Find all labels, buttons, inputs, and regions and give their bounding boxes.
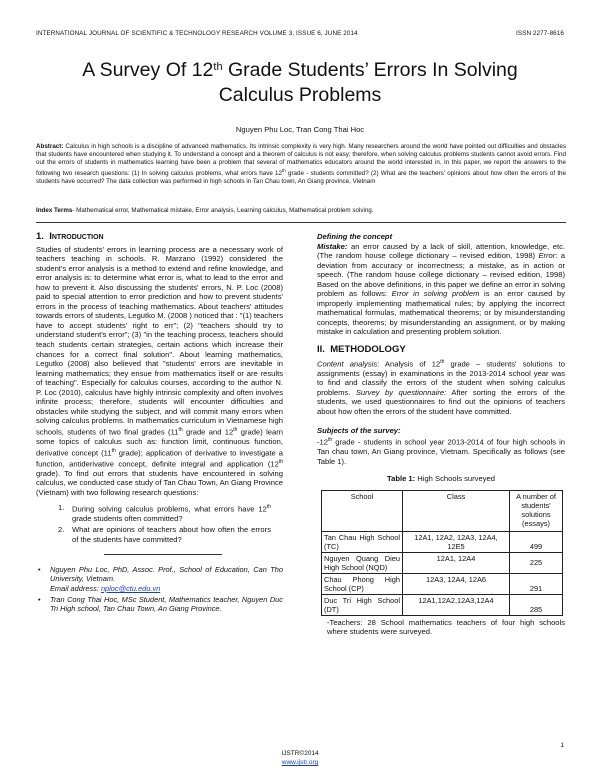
methodology-paragraph [317, 358, 565, 417]
question-text: What are opinions of teachers about how often the errors of the students have committed? [72, 524, 271, 544]
intro-text-a: Studies of students' errors in learning process are a necessary work of teachers teaching in schools. R. Marzano (1992) considered the student's error analysis is a method to extend and refine knowledge, and error analysis is: to determine what error is, what to lead to the error and how to prevent it. Also discussing the students' errors, N. P. Loc (2008) paid to special attention to error prediction and how to prevent students' errors in the process of teaching mathematics. About teachers' attitudes towards errors of students, Legutko M. (2008 ) noticed that : "(1) teachers have to accept students' right to err"; (2) "teachers should try to understand student's error"; (3) "in the teaching process, teachers should teach students certain strategies, certain actions which increase their chances for a correct final solution". About learning mathematics, Legutko (2008) also believed that "students' errors are inevitable in learning mathematics; they ensue from mathematics itself or are results of teaching". Especially for calculus courses, according to the author N. P. Loc (2010), calculus have highly intrinsic complexity and often involves infinite process; therefore, students will encounter difficulties and obstacles while studying the subject, and will commit many errors when solving calculus problems. In mathematics curriculum in Vietnamese high schools, students of two final grades (11 [36, 244, 283, 437]
page-number: 1 [560, 742, 564, 749]
intro-text-d: grade); application of derivative to investigate a function, antiderivative concept, definite integral and application (12 [36, 448, 283, 469]
question-text: During solving calculus problems, what errors have 12 [72, 504, 267, 514]
authors: Nguyen Phu Loc, Tran Cong Thai Hoc [235, 125, 365, 134]
table-row [322, 573, 563, 594]
content-text-a: : Analysis of 12 [377, 359, 441, 369]
count-cell: 291 [510, 573, 563, 594]
defining-concept-heading: Defining the concept [317, 232, 393, 241]
school-cell: Tan Chau High School (TC) [322, 531, 403, 552]
index-terms [36, 207, 566, 214]
footer-url [0, 759, 600, 766]
research-questions [58, 503, 271, 544]
index-terms-label: Index Terms [36, 207, 73, 214]
subjects-text-a: -12 [317, 437, 328, 447]
mistake-label: Mistake: [317, 241, 348, 251]
sup-th-1: th [178, 426, 183, 433]
title-part2: Grade Students’ Errors In Solving [222, 59, 518, 81]
issn: ISSN 2277-8616 [516, 30, 564, 37]
content-text-b: grade – students' solutions to assignments (essay) in examinations in the 2013-2014 school year was to find and classify the errors of the student when solving calculus problems. [317, 359, 565, 397]
school-cell: Duc Tri High School (DT) [322, 594, 403, 615]
mistake-text: an error caused by a lack of skill, attention, knowledge, etc. (The random house college dictionary – revised edition, 1998) [317, 241, 565, 261]
column-header-count: A number of students' solutions (essays) [510, 490, 563, 531]
table-row [322, 552, 563, 573]
footnote-item [36, 565, 283, 593]
sup-th-4: th [278, 458, 283, 465]
school-cell: Nguyen Quang Dieu High School (NQD) [322, 552, 403, 573]
footnote-text: Nguyen Phu Loc, PhD, Assoc. Prof., School of Education, Can Tho University, Vietnam. [50, 565, 283, 584]
survey-text: After sorting the errors of the students, we used questionnaires to find out the opinions of teachers about how often the errors of the student have committed. [317, 387, 565, 416]
question-number: 1. [58, 503, 65, 513]
count-cell: 225 [510, 552, 563, 573]
class-cell: 12A1, 12A2, 12A3, 12A4, 12E5 [403, 531, 510, 552]
table-header-row [322, 490, 563, 531]
abstract-text1: Calculus in high schools is a discipline of advanced mathematics. Its intrinsic complexity is very high. Many researchers around the world have pointed out difficulties and obstacles that students have encountered when studying it. To understand a concept and a theorem of calculus is not easy; therefore, when solving calculus problems students cannot avoid errors. Find out the errors of students in mathematics learning have been a problem that several of mathematics educators around the world interested in. In this paper, we report the answers to the following two research questions: (1) In solving calculus problems, what errors have 12 [36, 143, 566, 178]
survey-label: Survey by questionnaire: [355, 387, 447, 397]
journal-url-link[interactable]: www.ijstr.org [281, 759, 319, 766]
email-label: Email address: [50, 583, 101, 593]
subjects-heading: Subjects of the survey: [317, 426, 401, 436]
column-header-class: Class [403, 490, 510, 531]
footnote-divider [104, 554, 222, 555]
class-cell: 12A1,12A2,12A3,12A4 [403, 594, 510, 615]
content-analysis-label: Content analysis [317, 359, 378, 369]
title-sup: th [213, 61, 223, 73]
count-cell: 285 [510, 594, 563, 615]
question-sup: th [266, 504, 271, 511]
footer-code: IJSTR©2014 [281, 750, 319, 757]
abstract-sup: th [282, 168, 286, 174]
abstract [36, 143, 566, 187]
subjects-sup: th [327, 436, 333, 443]
subjects-text-b: grade - students in school year 2013-2014 of four high schools in Tan chau town, An Giang province, Vietnam. Specifically as follows (see Table 1). [317, 437, 565, 466]
footnotes [36, 565, 283, 613]
methodology-heading-num: II. [317, 344, 325, 356]
methodology-heading [317, 345, 565, 355]
error-def-text: is an error caused by improperly implementing mathematical rules; by applying the incorrect mathematical formulas, mathematical theorems; or by misunderstanding concepts, theorems; by misunderstanding an assignment, or by making mistake in calculation and presenting problem solution. [317, 289, 565, 337]
subjects-paragraph [317, 436, 565, 466]
footnote-item [36, 595, 283, 614]
table-caption-text: High Schools surveyed [415, 474, 495, 484]
table-caption-label: Table 1: [387, 474, 416, 484]
school-cell: Chau Phong High School (CP) [322, 573, 403, 594]
research-question [58, 503, 271, 524]
intro-heading-num: 1. [36, 231, 44, 242]
table-row [322, 531, 563, 552]
paper-title [0, 58, 600, 108]
abstract-label: Abstract: [36, 143, 64, 150]
question-number: 2. [58, 524, 65, 534]
error-def-label: Error in solving problem [391, 289, 480, 299]
journal-header: INTERNATIONAL JOURNAL OF SCIENTIFIC & TECHNOLOGY RESEARCH VOLUME 3, ISSUE 6, JUNE 2014 [36, 30, 358, 37]
content-sup: th [440, 358, 445, 365]
schools-table [321, 490, 563, 616]
right-column [317, 232, 565, 637]
intro-paragraph [36, 245, 283, 498]
error-text: : a deviation from accuracy or incorrectness; a mistake, as in action or speech. (The random house college dictionary – revised edition, 1998) Based on the above definitions, in this paper we define an error in solving problem as follows: [317, 251, 566, 299]
class-cell: 12A1, 12A4 [403, 552, 510, 573]
class-cell: 12A3, 12A4, 12A6 [403, 573, 510, 594]
bullet: • [38, 565, 41, 575]
section-divider [36, 222, 566, 223]
title-part1: A Survey Of 12 [82, 59, 214, 81]
intro-heading [36, 232, 283, 242]
abstract-text2: grade - students committed? (2) What are the teachers' opinions about how often the errors of the students have occurred? The data collection was performed in high schools in Tan Chau town, An Giang province, Vietnam [36, 170, 567, 186]
intro-text-c: grade) learn some topics of calculus such as: function limit, continuous function, derivative concept (11 [36, 427, 283, 458]
sup-th-2: th [233, 426, 238, 433]
intro-text-e: grade). To find out errors that students have encountered in solving calculus, we conducted case study of Tan Chau Town, An Giang Province (Vietnam) with two following research questions: [36, 468, 283, 497]
left-column [36, 232, 283, 616]
methodology-heading-text: METHODOLOGY [330, 344, 406, 356]
sup-th-3: th [111, 447, 116, 454]
count-cell: 499 [510, 531, 563, 552]
error-label: Error [538, 251, 556, 261]
teachers-note: -Teachers: 28 School mathematics teachers of four high schools where students were surveyed. [327, 617, 565, 637]
intro-text-b: grade and 12 [182, 427, 234, 437]
footnote-text: Tran Cong Thai Hoc, MSc Student, Mathematics teacher, Nguyen Duc Tri High school, Tan Chau Town, An Giang Province. [50, 594, 283, 614]
column-header-school: School [322, 490, 403, 531]
bullet: • [38, 594, 41, 604]
research-question [58, 525, 271, 544]
title-line2: Calculus Problems [218, 84, 382, 106]
index-terms-text: - Mathematical error, Mathematical mistake, Error analysis, Learning calculus, Mathematical problem solving. [72, 207, 374, 214]
table-row [322, 594, 563, 615]
definitions-paragraph [317, 242, 565, 337]
email-link[interactable]: nploc@ctu.edu.vn [100, 583, 161, 593]
question-text-end: grade students often committed? [72, 514, 183, 524]
table-caption [317, 474, 565, 484]
intro-heading-text: Introduction [49, 231, 104, 242]
